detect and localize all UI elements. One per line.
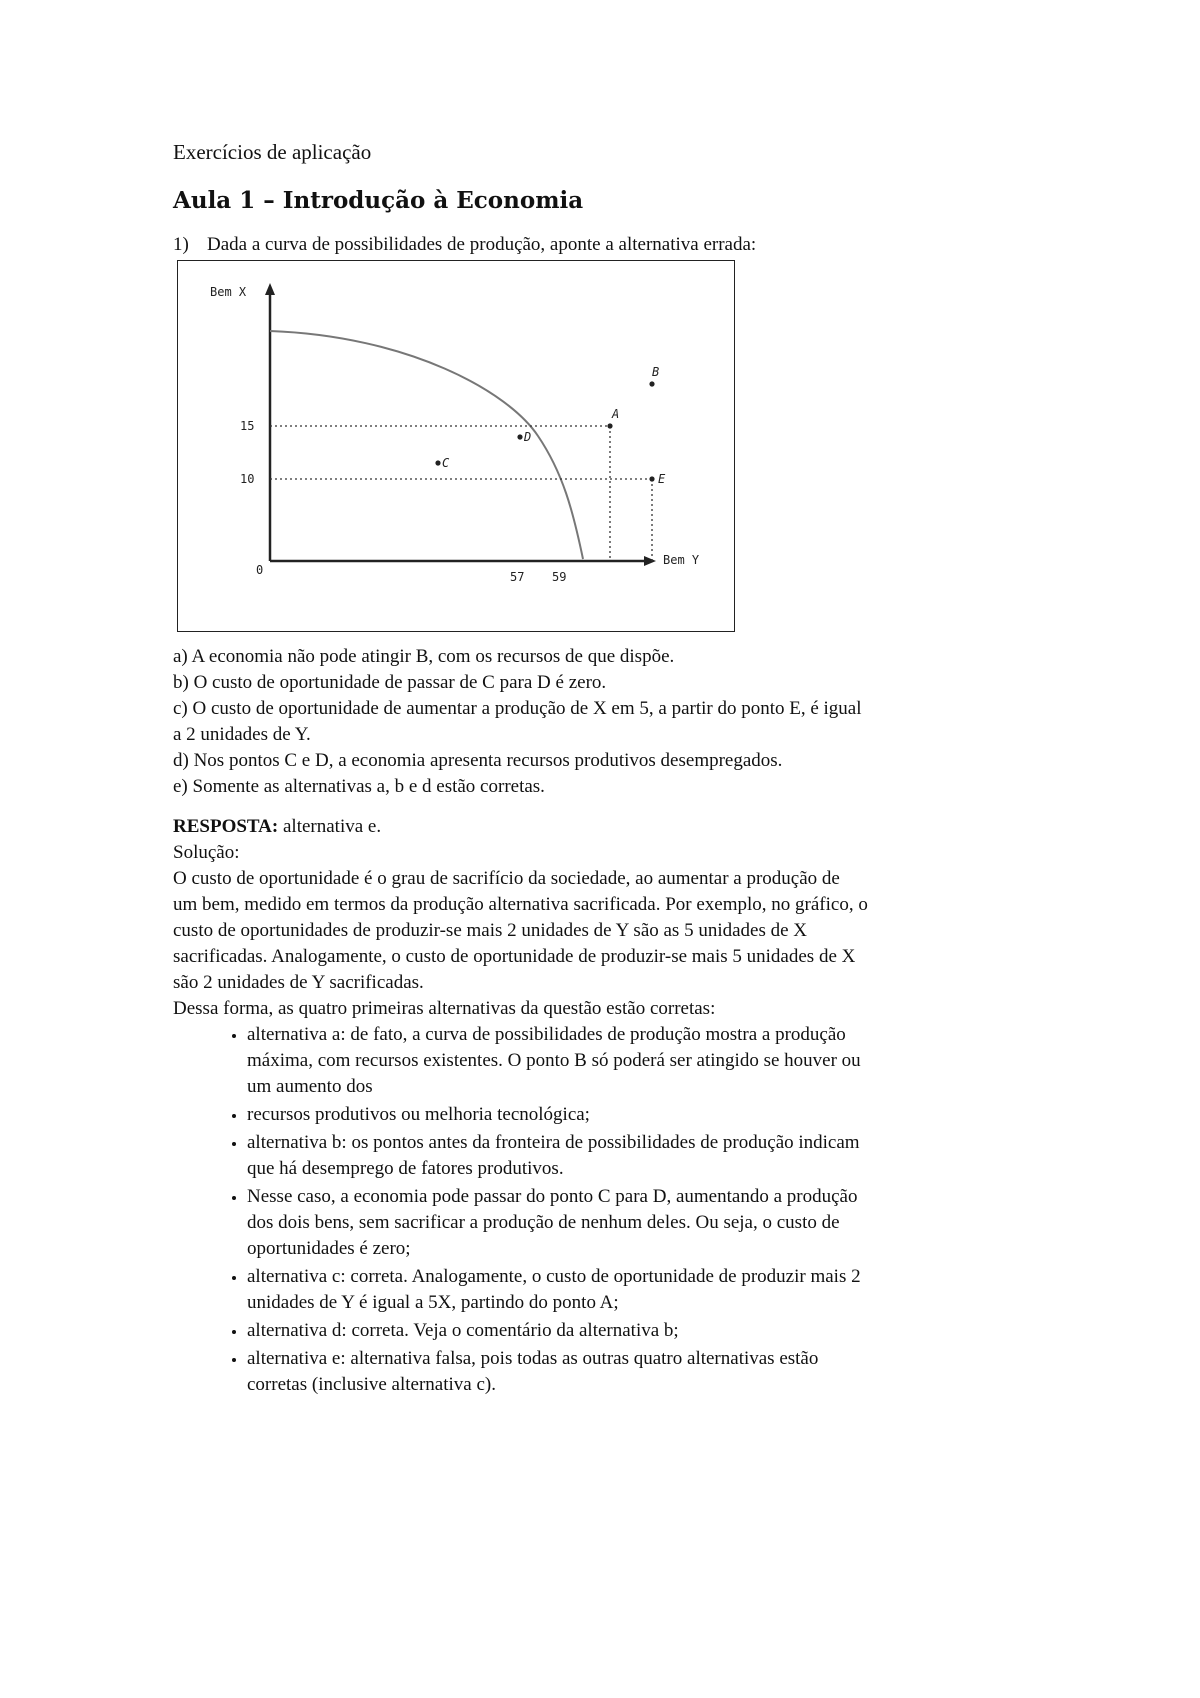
x-axis-label: Bem Y xyxy=(663,553,700,567)
point-label-B: B xyxy=(652,365,660,379)
alternative-a: a) A economia não pode atingir B, com os recursos de que dispõe. xyxy=(173,646,675,667)
solution-line-6: Dessa forma, as quatro primeiras alternativas da questão estão corretas: xyxy=(173,998,716,1019)
bullet-4-line-2: dos dois bens, sem sacrificar a produção de nenhum deles. Ou seja, o custo de xyxy=(247,1212,840,1233)
answer-value: alternativa e. xyxy=(282,816,382,837)
bullet-2 xyxy=(247,1102,1043,1128)
bullet-5-line-2: unidades de Y é igual a 5X, partindo do ponto A; xyxy=(247,1292,619,1313)
bullet-3-line-2: que há desemprego de fatores produtivos. xyxy=(247,1158,564,1179)
y-axis-arrow-icon xyxy=(265,283,275,295)
question-number: 1) xyxy=(173,234,189,255)
document-page xyxy=(173,140,1043,1400)
bullet-7-line-2: corretas (inclusive alternativa c). xyxy=(247,1374,496,1395)
question-text: Dada a curva de possibilidades de produção, aponte a alternativa errada: xyxy=(207,234,757,255)
y-axis-label: Bem X xyxy=(210,285,247,299)
alternative-e: e) Somente as alternativas a, b e d estão corretas. xyxy=(173,776,545,797)
bullet-6-line-1: • alternativa d: correta. Veja o comentário da alternativa b; xyxy=(247,1320,679,1341)
solution-line-1: O custo de oportunidade é o grau de sacrifício da sociedade, ao aumentar a produção de xyxy=(173,868,840,889)
bullet-3 xyxy=(247,1130,1043,1182)
y-tick-label-15: 15 xyxy=(240,419,255,433)
alternative-c-cont: a 2 unidades de Y. xyxy=(173,724,311,745)
point-label-A: A xyxy=(612,407,620,421)
alternative-c: c) O custo de oportunidade de aumentar a produção de X em 5, a partir do ponto E, é igual xyxy=(173,698,862,719)
question-1 xyxy=(173,234,1043,256)
bullet-3-line-1: • alternativa b: os pontos antes da fronteira de possibilidades de produção indicam xyxy=(247,1132,860,1153)
ppf-chart-svg xyxy=(178,261,734,631)
bullet-4 xyxy=(247,1184,1043,1262)
solution-bullets xyxy=(173,1022,1043,1398)
point-label-C: C xyxy=(442,456,450,470)
page-title: Aula 1 – Introdução à Economia xyxy=(173,187,584,214)
alternative-d: d) Nos pontos C e D, a economia apresenta recursos produtivos desempregados. xyxy=(173,750,783,771)
bullet-1-line-1: • alternativa a: de fato, a curva de possibilidades de produção mostra a produção xyxy=(247,1024,846,1045)
bullet-1-line-3: um aumento dos xyxy=(247,1076,373,1097)
point-D xyxy=(517,434,522,439)
solution-title: Solução: xyxy=(173,842,240,863)
point-A xyxy=(607,423,612,428)
bullet-4-line-3: oportunidades é zero; xyxy=(247,1238,411,1259)
bullet-1-line-2: máxima, com recursos existentes. O ponto B só poderá ser atingido se houver ou xyxy=(247,1050,861,1071)
solution-line-2: um bem, medido em termos da produção alternativa sacrificada. Por exemplo, no gráfico, o xyxy=(173,894,868,915)
bullet-4-line-1: • Nesse caso, a economia pode passar do ponto C para D, aumentando a produção xyxy=(247,1186,858,1207)
point-label-D: D xyxy=(524,430,532,444)
bullet-7-line-1: • alternativa e: alternativa falsa, pois todas as outras quatro alternativas estão xyxy=(247,1348,819,1369)
answer-block xyxy=(173,814,1043,1022)
point-C xyxy=(435,460,440,465)
bullet-6 xyxy=(247,1318,1043,1344)
bullet-7 xyxy=(247,1346,1043,1398)
solution-line-5: são 2 unidades de Y sacrificadas. xyxy=(173,972,424,993)
bullet-1 xyxy=(247,1022,1043,1100)
origin-label: 0 xyxy=(256,563,264,577)
x-tick-label-59: 59 xyxy=(552,570,567,584)
ppf-chart xyxy=(177,260,735,632)
point-B xyxy=(649,381,654,386)
x-axis-arrow-icon xyxy=(644,556,656,566)
y-tick-label-10: 10 xyxy=(240,472,255,486)
point-label-E: E xyxy=(658,472,666,486)
ppf-curve xyxy=(270,331,583,559)
bullet-5 xyxy=(247,1264,1043,1316)
bullet-5-line-1: • alternativa c: correta. Analogamente, o custo de oportunidade de produzir mais 2 xyxy=(247,1266,861,1287)
solution-line-3: custo de oportunidades de produzir-se mais 2 unidades de Y são as 5 unidades de X xyxy=(173,920,808,941)
solution-line-4: sacrificadas. Analogamente, o custo de oportunidade de produzir-se mais 5 unidades de X xyxy=(173,946,856,967)
alternatives-list xyxy=(173,644,1043,800)
section-kicker: Exercícios de aplicação xyxy=(173,140,372,164)
answer-label: RESPOSTA: xyxy=(173,816,279,837)
bullet-2-line-1: • recursos produtivos ou melhoria tecnológica; xyxy=(247,1104,590,1125)
x-tick-label-57: 57 xyxy=(510,570,525,584)
point-E xyxy=(649,476,654,481)
alternative-b: b) O custo de oportunidade de passar de C para D é zero. xyxy=(173,672,607,693)
answer-line xyxy=(173,814,1043,840)
